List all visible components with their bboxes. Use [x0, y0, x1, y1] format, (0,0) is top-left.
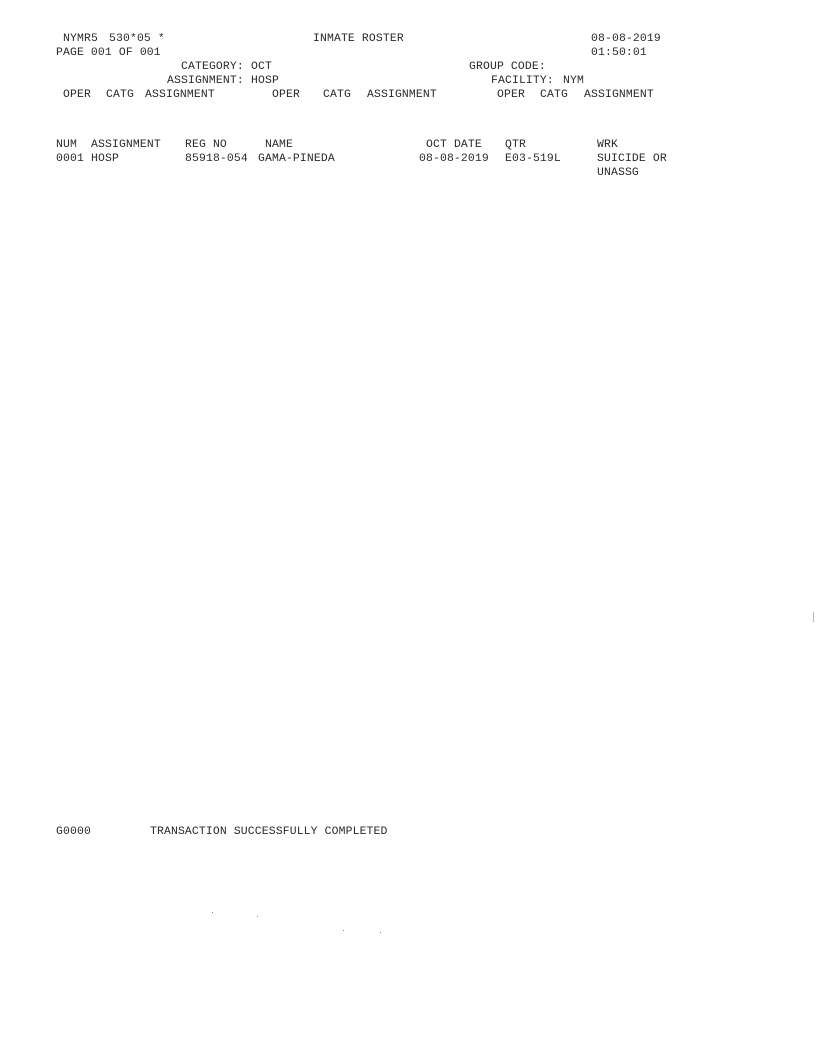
- scan-edge-mark: [813, 612, 814, 622]
- scan-speck: [380, 932, 381, 933]
- category-value: OCT: [251, 61, 272, 73]
- screen-id: NYMR5: [63, 33, 98, 45]
- facility-value: NYM: [563, 75, 584, 87]
- oper-header-3: OPER: [497, 89, 525, 101]
- assignment-label: ASSIGNMENT:: [167, 75, 244, 87]
- col-header-assignment: ASSIGNMENT: [91, 139, 161, 151]
- col-header-num: NUM: [56, 139, 77, 151]
- facility-label: FACILITY:: [491, 75, 554, 87]
- col-header-qtr: QTR: [505, 139, 526, 151]
- assignment-header-1: ASSIGNMENT: [145, 89, 215, 101]
- col-header-reg-no: REG NO: [185, 139, 227, 151]
- col-header-oct-date: OCT DATE: [426, 139, 482, 151]
- catg-header-2: CATG: [323, 89, 351, 101]
- cell-wrk-line1: SUICIDE OR: [597, 153, 667, 165]
- cell-reg-no: 85918-054: [185, 153, 248, 165]
- cell-wrk-line2: UNASSG: [597, 167, 639, 179]
- oper-header-1: OPER: [63, 89, 91, 101]
- col-header-wrk: WRK: [597, 139, 618, 151]
- cell-name: GAMA-PINEDA: [258, 153, 335, 165]
- report-time: 01:50:01: [591, 47, 647, 59]
- catg-header-3: CATG: [540, 89, 568, 101]
- scan-speck: [257, 916, 258, 917]
- report-date: 08-08-2019: [591, 33, 661, 45]
- page-title: INMATE ROSTER: [313, 33, 404, 45]
- scan-speck: [212, 912, 213, 913]
- status-code: G0000: [56, 826, 91, 838]
- status-message: TRANSACTION SUCCESSFULLY COMPLETED: [150, 826, 388, 838]
- assignment-header-3: ASSIGNMENT: [584, 89, 654, 101]
- cell-oct-date: 08-08-2019: [419, 153, 489, 165]
- assignment-header-2: ASSIGNMENT: [367, 89, 437, 101]
- group-code-label: GROUP CODE:: [469, 61, 546, 73]
- scan-speck: [343, 930, 344, 931]
- cell-assignment: HOSP: [91, 153, 119, 165]
- cell-num: 0001: [56, 153, 84, 165]
- cell-qtr: E03-519L: [505, 153, 561, 165]
- category-label: CATEGORY:: [181, 61, 244, 73]
- assignment-value: HOSP: [251, 75, 279, 87]
- col-header-name: NAME: [265, 139, 293, 151]
- oper-header-2: OPER: [272, 89, 300, 101]
- page-indicator: PAGE 001 OF 001: [56, 47, 161, 59]
- catg-header-1: CATG: [106, 89, 134, 101]
- terminal-id: 530*05 *: [109, 33, 165, 45]
